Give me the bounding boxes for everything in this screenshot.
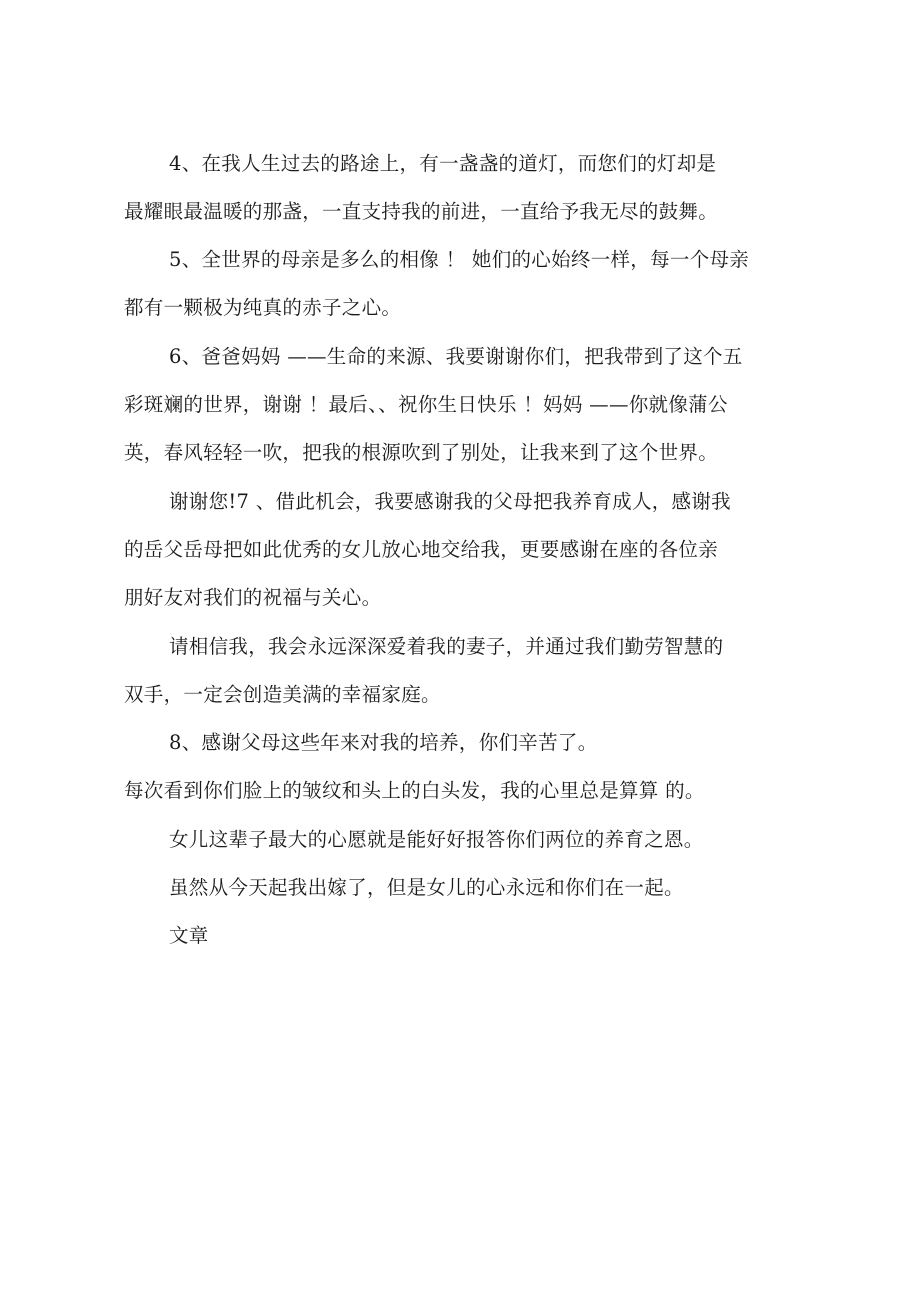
- text-line-10: 朋好友对我们的祝福与关心。: [124, 586, 382, 609]
- text-line-12: 双手，一定会创造美满的幸福家庭。: [124, 683, 441, 706]
- text-line-17: 文章: [169, 924, 209, 947]
- text-line-15: 女儿这辈子最大的心愿就是能好好报答你们两位的养育之恩。: [169, 828, 704, 851]
- text-line-5: 6、爸爸妈妈 ——生命的来源、我要谢谢你们，把我带到了这个五: [169, 345, 743, 368]
- text-line-6: 彩斑斓的世界，谢谢 ！最后、、祝你生日快乐 ！妈妈 ——你就像蒲公: [124, 393, 728, 416]
- text-line-13: 8、感谢父母这些年来对我的培养，你们辛苦了。: [169, 731, 598, 754]
- text-line-2: 最耀眼最温暖的那盏，一直支持我的前进，一直给予我无尽的鼓舞。: [124, 200, 719, 223]
- text-line-14: 每次看到你们脸上的皱纹和头上的白头发，我的心里总是算算 的。: [124, 779, 705, 802]
- text-line-9: 的岳父岳母把如此优秀的女儿放心地交给我，更要感谢在座的各位亲: [124, 538, 719, 561]
- text-line-16: 虽然从今天起我出嫁了，但是女儿的心永远和你们在一起。: [169, 876, 684, 899]
- text-line-11: 请相信我，我会永远深深爱着我的妻子，并通过我们勤劳智慧的: [169, 635, 724, 658]
- text-line-4: 都有一颗极为纯真的赤子之心。: [124, 296, 402, 319]
- text-line-7: 英，春风轻轻一吹，把我的根源吹到了别处，让我来到了这个世界。: [124, 441, 719, 464]
- text-line-1: 4、在我人生过去的路途上，有一盏盏的道灯，而您们的灯却是: [169, 152, 717, 175]
- text-line-3: 5、全世界的母亲是多么的相像 ！ 她们的心始终一样，每一个母亲: [169, 248, 750, 271]
- text-line-8: 谢谢您!7 、借此机会，我要感谢我的父母把我养育成人，感谢我: [169, 490, 731, 513]
